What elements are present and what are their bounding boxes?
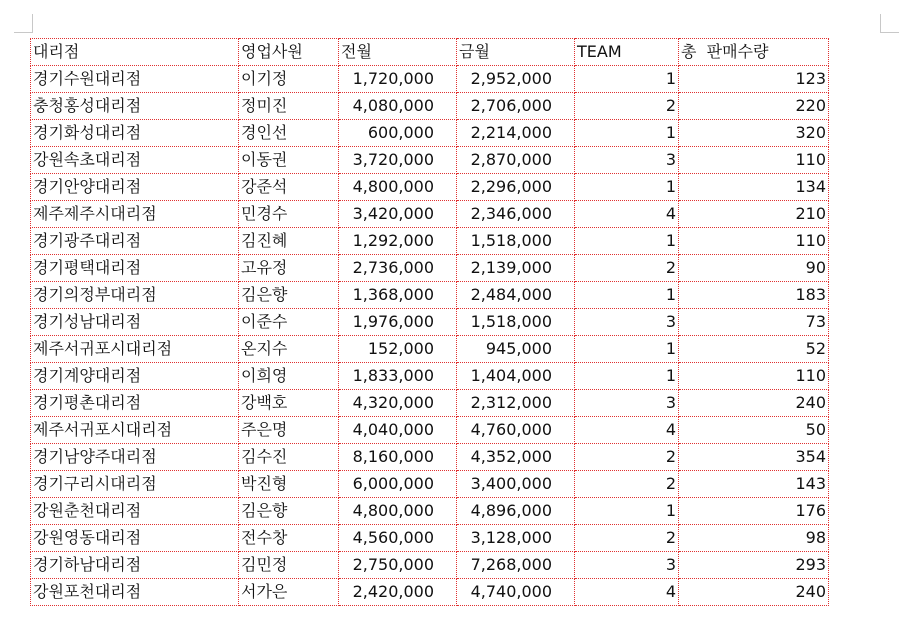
cell-prev-month: 1,720,000 bbox=[339, 66, 457, 93]
cell-salesperson: 정미진 bbox=[239, 93, 339, 120]
cell-team: 4 bbox=[575, 579, 679, 606]
cell-team: 2 bbox=[575, 525, 679, 552]
cell-team: 3 bbox=[575, 309, 679, 336]
cell-team: 1 bbox=[575, 174, 679, 201]
cell-agency: 강원포천대리점 bbox=[31, 579, 239, 606]
cell-curr-month: 4,740,000 bbox=[457, 579, 575, 606]
cell-salesperson: 김은향 bbox=[239, 498, 339, 525]
header-prev-month: 전월 bbox=[339, 39, 457, 66]
cell-agency: 경기화성대리점 bbox=[31, 120, 239, 147]
cell-prev-month: 4,560,000 bbox=[339, 525, 457, 552]
cell-salesperson: 이기정 bbox=[239, 66, 339, 93]
header-curr-month: 금월 bbox=[457, 39, 575, 66]
cell-prev-month: 4,800,000 bbox=[339, 498, 457, 525]
cell-agency: 경기평촌대리점 bbox=[31, 390, 239, 417]
cell-team: 3 bbox=[575, 147, 679, 174]
cell-salesperson: 김진혜 bbox=[239, 228, 339, 255]
cell-total-qty: 220 bbox=[679, 93, 829, 120]
cell-total-qty: 240 bbox=[679, 579, 829, 606]
table-row bbox=[31, 201, 829, 228]
cell-total-qty: 240 bbox=[679, 390, 829, 417]
cell-team: 1 bbox=[575, 363, 679, 390]
table-row bbox=[31, 444, 829, 471]
cell-prev-month: 1,976,000 bbox=[339, 309, 457, 336]
cell-curr-month: 1,404,000 bbox=[457, 363, 575, 390]
cell-team: 1 bbox=[575, 498, 679, 525]
cell-prev-month: 2,750,000 bbox=[339, 552, 457, 579]
cell-curr-month: 2,484,000 bbox=[457, 282, 575, 309]
cell-agency: 강원춘천대리점 bbox=[31, 498, 239, 525]
cell-prev-month: 4,040,000 bbox=[339, 417, 457, 444]
cell-agency: 제주제주시대리점 bbox=[31, 201, 239, 228]
cell-salesperson: 경인선 bbox=[239, 120, 339, 147]
cell-total-qty: 50 bbox=[679, 417, 829, 444]
table-header-row bbox=[31, 39, 829, 66]
cell-agency: 경기평택대리점 bbox=[31, 255, 239, 282]
cell-prev-month: 1,833,000 bbox=[339, 363, 457, 390]
cell-total-qty: 293 bbox=[679, 552, 829, 579]
table-row bbox=[31, 147, 829, 174]
cell-salesperson: 이동권 bbox=[239, 147, 339, 174]
cell-curr-month: 4,760,000 bbox=[457, 417, 575, 444]
cell-agency: 경기안양대리점 bbox=[31, 174, 239, 201]
cell-total-qty: 123 bbox=[679, 66, 829, 93]
cell-salesperson: 온지수 bbox=[239, 336, 339, 363]
cell-agency: 제주서귀포시대리점 bbox=[31, 336, 239, 363]
cell-team: 4 bbox=[575, 417, 679, 444]
cell-total-qty: 143 bbox=[679, 471, 829, 498]
cell-salesperson: 고유정 bbox=[239, 255, 339, 282]
header-agency: 대리점 bbox=[31, 39, 239, 66]
cell-agency: 강원영동대리점 bbox=[31, 525, 239, 552]
cell-prev-month: 6,000,000 bbox=[339, 471, 457, 498]
cell-team: 4 bbox=[575, 201, 679, 228]
page-corner-mark-left bbox=[14, 14, 33, 33]
table-row bbox=[31, 471, 829, 498]
cell-curr-month: 1,518,000 bbox=[457, 309, 575, 336]
cell-salesperson: 이희영 bbox=[239, 363, 339, 390]
cell-team: 1 bbox=[575, 336, 679, 363]
table-row bbox=[31, 66, 829, 93]
header-total-qty: 총 판매수량 bbox=[679, 39, 829, 66]
cell-prev-month: 3,720,000 bbox=[339, 147, 457, 174]
cell-team: 3 bbox=[575, 390, 679, 417]
cell-curr-month: 945,000 bbox=[457, 336, 575, 363]
cell-team: 2 bbox=[575, 444, 679, 471]
sales-table-body bbox=[31, 39, 829, 606]
header-salesperson: 영업사원 bbox=[239, 39, 339, 66]
cell-curr-month: 4,352,000 bbox=[457, 444, 575, 471]
table-row bbox=[31, 552, 829, 579]
cell-agency: 경기계양대리점 bbox=[31, 363, 239, 390]
cell-team: 1 bbox=[575, 228, 679, 255]
cell-curr-month: 1,518,000 bbox=[457, 228, 575, 255]
cell-team: 2 bbox=[575, 471, 679, 498]
cell-total-qty: 176 bbox=[679, 498, 829, 525]
table-row bbox=[31, 174, 829, 201]
cell-salesperson: 이준수 bbox=[239, 309, 339, 336]
cell-agency: 경기구리시대리점 bbox=[31, 471, 239, 498]
table-row bbox=[31, 255, 829, 282]
cell-total-qty: 210 bbox=[679, 201, 829, 228]
cell-team: 3 bbox=[575, 552, 679, 579]
table-row bbox=[31, 363, 829, 390]
cell-prev-month: 8,160,000 bbox=[339, 444, 457, 471]
cell-team: 1 bbox=[575, 120, 679, 147]
cell-salesperson: 김은향 bbox=[239, 282, 339, 309]
table-row bbox=[31, 417, 829, 444]
cell-total-qty: 52 bbox=[679, 336, 829, 363]
cell-team: 1 bbox=[575, 282, 679, 309]
cell-curr-month: 2,296,000 bbox=[457, 174, 575, 201]
cell-total-qty: 320 bbox=[679, 120, 829, 147]
cell-team: 2 bbox=[575, 93, 679, 120]
sales-table bbox=[30, 38, 829, 606]
table-row bbox=[31, 336, 829, 363]
cell-agency: 경기광주대리점 bbox=[31, 228, 239, 255]
cell-team: 2 bbox=[575, 255, 679, 282]
table-row bbox=[31, 579, 829, 606]
cell-curr-month: 2,312,000 bbox=[457, 390, 575, 417]
cell-total-qty: 110 bbox=[679, 228, 829, 255]
cell-curr-month: 3,400,000 bbox=[457, 471, 575, 498]
cell-agency: 경기성남대리점 bbox=[31, 309, 239, 336]
header-team: TEAM bbox=[575, 39, 679, 66]
cell-prev-month: 1,368,000 bbox=[339, 282, 457, 309]
cell-total-qty: 110 bbox=[679, 147, 829, 174]
cell-prev-month: 152,000 bbox=[339, 336, 457, 363]
table-row bbox=[31, 498, 829, 525]
cell-salesperson: 민경수 bbox=[239, 201, 339, 228]
cell-total-qty: 110 bbox=[679, 363, 829, 390]
cell-total-qty: 73 bbox=[679, 309, 829, 336]
table-row bbox=[31, 228, 829, 255]
cell-team: 1 bbox=[575, 66, 679, 93]
cell-agency: 경기의정부대리점 bbox=[31, 282, 239, 309]
cell-curr-month: 2,346,000 bbox=[457, 201, 575, 228]
table-row bbox=[31, 309, 829, 336]
cell-curr-month: 7,268,000 bbox=[457, 552, 575, 579]
table-row bbox=[31, 120, 829, 147]
cell-total-qty: 90 bbox=[679, 255, 829, 282]
cell-curr-month: 2,214,000 bbox=[457, 120, 575, 147]
table-row bbox=[31, 282, 829, 309]
table-row bbox=[31, 525, 829, 552]
cell-salesperson: 박진형 bbox=[239, 471, 339, 498]
cell-agency: 제주서귀포시대리점 bbox=[31, 417, 239, 444]
cell-prev-month: 4,800,000 bbox=[339, 174, 457, 201]
table-row bbox=[31, 93, 829, 120]
cell-agency: 경기수원대리점 bbox=[31, 66, 239, 93]
cell-prev-month: 4,320,000 bbox=[339, 390, 457, 417]
cell-salesperson: 서가은 bbox=[239, 579, 339, 606]
cell-prev-month: 2,736,000 bbox=[339, 255, 457, 282]
cell-prev-month: 4,080,000 bbox=[339, 93, 457, 120]
cell-curr-month: 4,896,000 bbox=[457, 498, 575, 525]
cell-prev-month: 2,420,000 bbox=[339, 579, 457, 606]
cell-curr-month: 2,952,000 bbox=[457, 66, 575, 93]
cell-prev-month: 3,420,000 bbox=[339, 201, 457, 228]
cell-total-qty: 134 bbox=[679, 174, 829, 201]
page-corner-mark-right bbox=[880, 14, 899, 33]
cell-total-qty: 183 bbox=[679, 282, 829, 309]
cell-curr-month: 2,870,000 bbox=[457, 147, 575, 174]
cell-salesperson: 강준석 bbox=[239, 174, 339, 201]
cell-salesperson: 강백호 bbox=[239, 390, 339, 417]
cell-agency: 충청홍성대리점 bbox=[31, 93, 239, 120]
cell-agency: 강원속초대리점 bbox=[31, 147, 239, 174]
cell-prev-month: 600,000 bbox=[339, 120, 457, 147]
cell-salesperson: 주은명 bbox=[239, 417, 339, 444]
cell-total-qty: 354 bbox=[679, 444, 829, 471]
cell-total-qty: 98 bbox=[679, 525, 829, 552]
cell-agency: 경기남양주대리점 bbox=[31, 444, 239, 471]
cell-salesperson: 김민정 bbox=[239, 552, 339, 579]
cell-curr-month: 3,128,000 bbox=[457, 525, 575, 552]
cell-salesperson: 전수창 bbox=[239, 525, 339, 552]
cell-prev-month: 1,292,000 bbox=[339, 228, 457, 255]
cell-agency: 경기하남대리점 bbox=[31, 552, 239, 579]
table-row bbox=[31, 390, 829, 417]
cell-curr-month: 2,139,000 bbox=[457, 255, 575, 282]
cell-salesperson: 김수진 bbox=[239, 444, 339, 471]
cell-curr-month: 2,706,000 bbox=[457, 93, 575, 120]
